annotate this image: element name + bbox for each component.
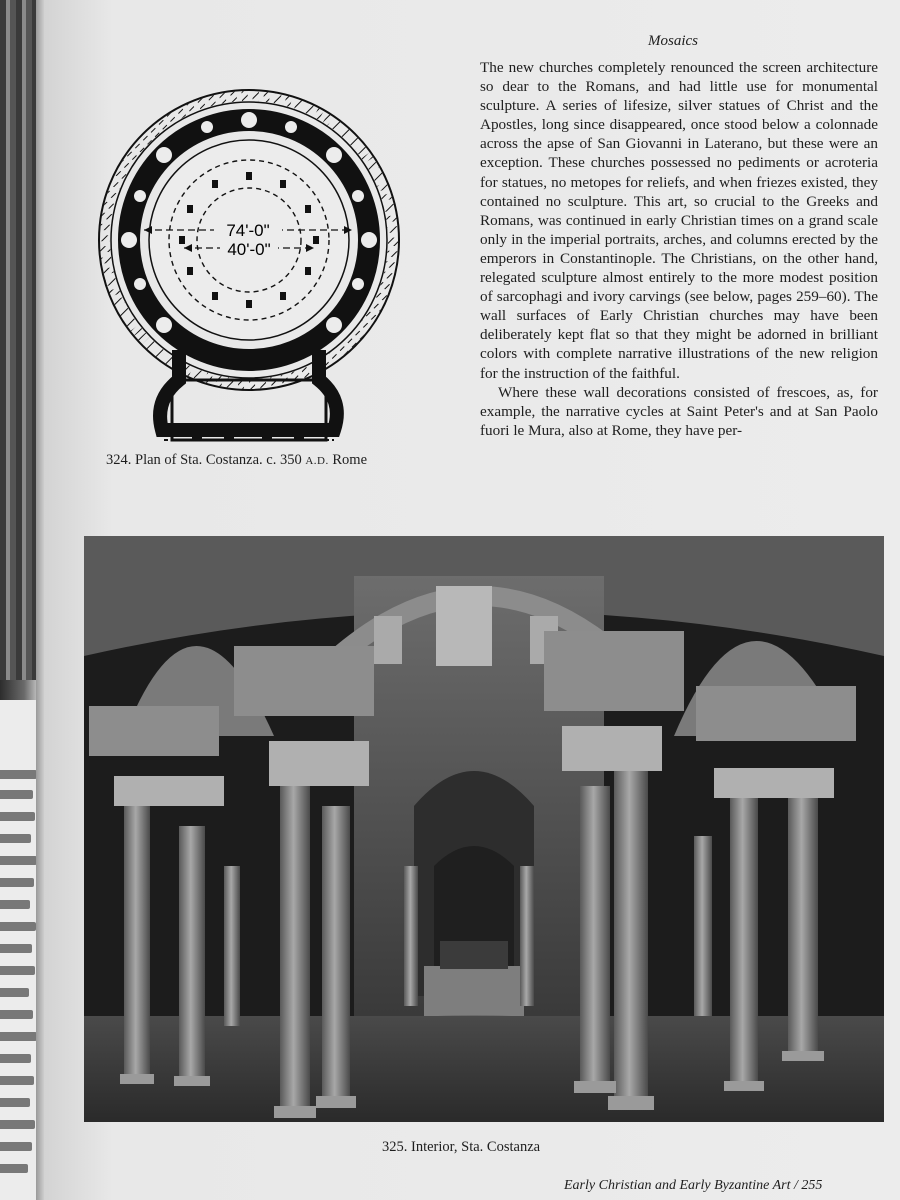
running-head: Mosaics [648, 33, 698, 49]
book-page [44, 0, 900, 1200]
page-footer: Early Christian and Early Byzantine Art / 255 [564, 1178, 823, 1193]
body-text [480, 58, 878, 440]
figure-324-caption-place: Rome [328, 452, 368, 468]
dimension-inner: 40'-0" [227, 240, 271, 259]
plan-drawing [84, 80, 424, 450]
facing-page-photo [0, 0, 36, 680]
figure-324-caption-era: A.D. [305, 455, 329, 467]
figure-324-caption [106, 452, 367, 469]
dimension-outer: 74'-0" [226, 221, 270, 240]
figure-325-caption: 325. Interior, Sta. Costanza [382, 1139, 541, 1155]
paragraph-2: Where these wall decorations consisted of frescoes, as, for example, the narrative cycles at Saint Peter's and at San Paolo fuori le Mura, also at Rome, they have per- [480, 383, 878, 439]
paragraph-1: The new churches completely renounced the screen architecture so dear to the Romans, and had little use for monumental sculpture. A series of lifesize, silver statues of Christ and the Apostles, long since disappeared, once stood below a colonnade across the apse of San Giovanni in Laterano, but these were an exception. These churches possessed no pediments or acroteria for statues, no metopes for reliefs, and when friezes existed, they contained no sculpture. This art, so crucial to the Greeks and Romans, was continued in early Christian times on a grand scale only in the imperial portraits, arches, and columns erected by the emperors in Constantinople. The Christians, on the other hand, relegated sculpture almost entirely to the more modest position of sarcophagi and ivory carvings (see below, pages 259–60). The wall surfaces of Early Christian churches may have been deliberately kept flat so that they might be adorned in brilliant colors with complete narrative illustrations of the new religion for the instruction of the faithful. [480, 59, 878, 382]
interior-photograph [84, 536, 884, 1122]
figure-324-caption-text: 324. Plan of Sta. Costanza. c. 350 [106, 452, 306, 468]
